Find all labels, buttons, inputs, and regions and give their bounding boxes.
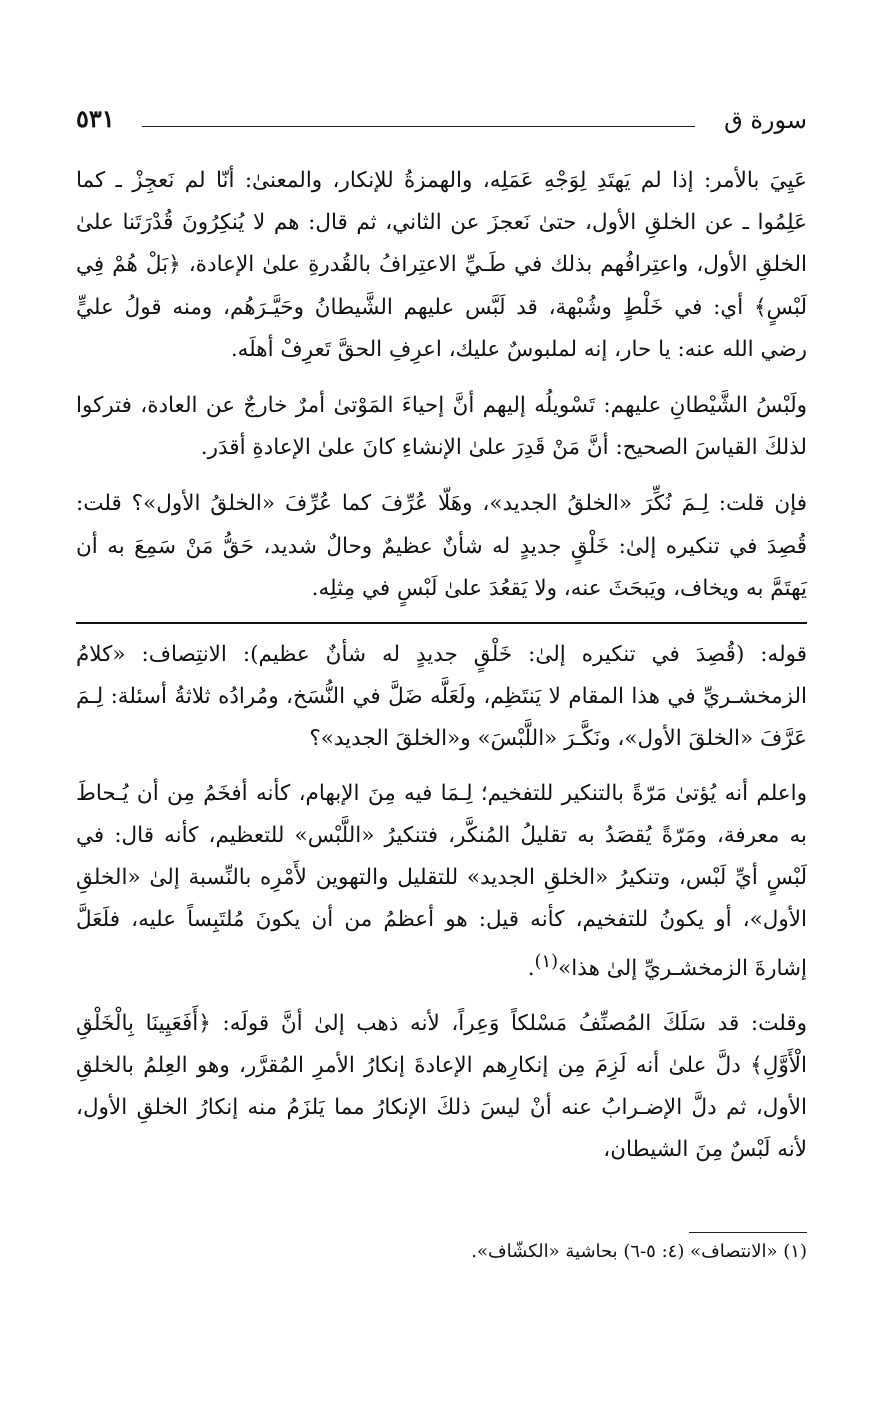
- footnote-marker: (١): [534, 951, 559, 973]
- commentary-paragraph: قوله: (قُصِدَ في تنكيره إلىٰ: خَلْقٍ جديدٍ له شأنٌ عظيم): الانتِصاف: «كلامُ الزمخشـريِّ في هذا المقام لا يَنتَظِم، ولَعَلَّه ضَلَّ في النُّسَخ، ومُرادُه ثلاثةُ أسئلة: لِـمَ عَرَّفَ «الخلقَ الأول»، ونَكَّـرَ «اللَّبْسَ» و«الخلقَ الجديد»؟: [76, 642, 807, 752]
- page-header: [76, 104, 807, 140]
- page-body: [76, 160, 807, 1172]
- commentary-paragraph: وقلت: قد سَلَكَ المُصنِّفُ مَسْلكاً وَعِراً، لأنه ذهب إلىٰ أنَّ قولَه: ﴿أَفَعَيِينَا بِالْخَلْقِ الْأَوَّلِ﴾ دلَّ علىٰ أنه لَزِمَ مِن إنكارِهم الإعادةَ إنكارُ الأمرِ المُقرَّر، وهو العِلمُ بالخلقِ الأول، ثم دلَّ الإضـرابُ عنه أنْ ليسَ ذلكَ الإنكارُ مما يَلزَمُ منه إنكارُ الخلقِ الأول، لأنه لَبْسٌ مِنَ الشيطان،: [76, 1010, 807, 1163]
- page-number: ٥٣١: [76, 104, 115, 133]
- main-paragraph: ولَبْسُ الشَّيْطانِ عليهم: تَسْويلُه إليهم أنَّ إحياءَ المَوْتىٰ أمرٌ خارجٌ عن العادة، فتركوا لذلكَ القياسَ الصحيح: أنَّ مَنْ قَدِرَ علىٰ الإنشاءِ كانَ علىٰ الإعادةِ أقدَر.: [76, 393, 807, 461]
- main-paragraph: عَيِيَ بالأمر: إذا لم يَهتَدِ لِوَجْهِ عَمَلِه، والهمزةُ للإنكار، والمعنىٰ: أنّا لم نَعجِزْ ـ كما عَلِمُوا ـ عن الخلقِ الأول، حتىٰ نَعجزَ عن الثاني، ثم قال: هم لا يُنكِرُونَ قُدْرَتَنا علىٰ الخلقِ الأول، واعتِرافُهم بذلك في طَـيِّ الاعتِرافُ بالقُدرةِ علىٰ الإعادة، ﴿بَلْ هُمْ فِي لَبْسٍ﴾ أي: في خَلْطٍ وشُبْهة، قد لَبَّس عليهم الشَّيطانُ وحَيَّـرَهُم، ومنه قولُ عليٍّ رضي الله عنه: يا حار، إنه لملبوسٌ عليك، اعرِفِ الحقَّ تَعرِفْ أهلَه.: [76, 168, 807, 362]
- main-text: [76, 160, 807, 610]
- commentary-text: [76, 634, 807, 1172]
- commentary-paragraph: واعلم أنه يُؤتىٰ مَرّةً بالتنكير للتفخيم؛ لِـمَا فيه مِنَ الإبهام، كأنه أفخَمُ مِن أن يُـحاطَ به معرفة، ومَرّةً يُقصَدُ به تقليلُ المُنكَّر، فتنكيرُ «اللَّبْس» للتعظيم، كأنه قال: في لَبْسٍ أيِّ لَبْس، وتنكيرُ «الخلقِ الجديد» للتقليل والتهوين لأَمْرِه بالنِّسبة إلىٰ «الخلقِ الأول»، أو يكونُ للتفخيم، كأنه قيل: هو أعظمُ من أن يكونَ مُلتَبِساً عليه، فلَعَلَّ إشارةَ الزمخشـريِّ إلىٰ هذا»$^{(١)}$.: [76, 780, 807, 982]
- footnote-rule: [689, 1232, 807, 1233]
- footnote: (١) «الانتصاف» (٤: ٥-٦) بحاشية «الكشّاف».: [471, 1241, 807, 1262]
- main-paragraph: فإن قلت: لِـمَ نُكِّرَ «الخلقُ الجديد»، وهَلّا عُرِّفَ كما عُرِّفَ «الخلقُ الأول»؟ قلت: قُصِدَ في تنكيره إلىٰ: خَلْقٍ جديدٍ له شأنٌ عظيمٌ وحالٌ شديد، حَقُّ مَنْ سَمِعَ به أن يَهتَمَّ به ويخاف، ويَبحَثَ عنه، ولا يَقعُدَ علىٰ لَبْسٍ في مِثلِه.: [76, 491, 807, 601]
- header-rule: [142, 126, 695, 127]
- chapter-title: سورة ق: [724, 106, 807, 134]
- commentary-divider: [76, 622, 807, 624]
- book-page: [76, 0, 807, 1414]
- commentary-paragraph-text: واعلم أنه يُؤتىٰ مَرّةً بالتنكير للتفخيم؛ لِـمَا فيه مِنَ الإبهام، كأنه أفخَمُ مِن أن يُـحاطَ به معرفة، ومَرّةً يُقصَدُ به تقليلُ المُنكَّر، فتنكيرُ «اللَّبْس» للتعظيم، كأنه قال: في لَبْسٍ أيِّ لَبْس، وتنكيرُ «الخلقِ الجديد» للتقليل والتهوين لأَمْرِه بالنِّسبة إلىٰ «الخلقِ الأول»، أو يكونُ للتفخيم، كأنه قيل: هو أعظمُ من أن يكونَ مُلتَبِساً عليه، فلَعَلَّ إشارةَ الزمخشـريِّ إلىٰ هذا»: [76, 780, 807, 982]
